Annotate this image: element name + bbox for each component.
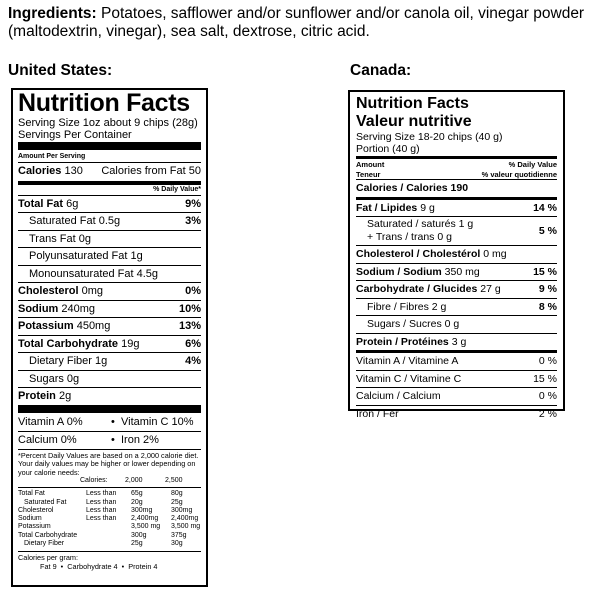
canada-nutrition-label [348, 90, 565, 420]
dv-footnote: *Percent Daily Values are based on a 2,000 calorie diet. Your daily values may be higher or lower depending on your calorie needs: [18, 450, 199, 477]
ca-vitamin-row: Iron / Fer 2 % [356, 405, 557, 423]
ca-saturated-row: Saturated / saturés 1 g + Trans / trans 0 g 5 % [356, 216, 557, 245]
ca-title-fr: Valeur nutritive [356, 113, 472, 130]
calories-row [18, 162, 201, 180]
vitamin-row: Vitamin A 0% • Vitamin C 10% [18, 416, 194, 428]
divider [18, 142, 201, 150]
nutrient-row: Monounsaturated Fat 4.5g [18, 265, 201, 283]
vitamin-row: Calcium 0% • Iron 2% [18, 431, 201, 449]
ca-vitamin-row: Vitamin A / Vitamine A 0 % [356, 350, 557, 370]
nutrient-row: Total Carbohydrate 19g 6% [18, 335, 201, 353]
calories-label: Calories [18, 165, 62, 178]
ingredients-list: Potatoes, safflower and/or sunflower and/or canola oil, vinegar powder (maltodextrin, vinegar), sea salt, dextrose, citric acid. [8, 5, 585, 40]
table-row: Sodium Less than 2,400mg 2,400mg [18, 515, 199, 523]
nutrient-row: Saturated Fat 0.5g 3% [18, 212, 201, 230]
calories-per-gram-values: Fat 9 • Carbohydrate 4 • Protein 4 [40, 561, 158, 571]
divider [18, 551, 201, 552]
us-title: Nutrition Facts [18, 89, 190, 117]
table-row: Potassium 3,500 mg 3,500 mg [18, 523, 201, 531]
ca-vitamin-row: Calcium / Calcium 0 % [356, 387, 557, 405]
nutrient-row: Protein 2g [18, 387, 201, 405]
us-nutrition-label [11, 88, 208, 587]
dv-table [18, 477, 201, 485]
ingredients-label: Ingredients: [8, 5, 97, 22]
table-row: Cholesterol Less than 300mg 300mg [18, 506, 193, 514]
ca-header: Amount Teneur % Daily Value % valeur quotidienne [356, 156, 557, 179]
ca-cholesterol-row: Cholesterol / Cholestérol 0 mg [356, 245, 557, 263]
nutrient-row: Potassium 450mg 13% [18, 317, 201, 335]
ca-sodium-row: Sodium / Sodium 350 mg 15 % [356, 263, 557, 281]
nutrient-row: Trans Fat 0g [18, 230, 201, 248]
nutrient-row: Dietary Fiber 1g 4% [18, 352, 201, 370]
divider [18, 487, 201, 488]
calories-per-gram: Calories per gram: [18, 552, 79, 562]
us-servings-per-container: Servings Per Container [18, 129, 132, 141]
ca-fat-row: Fat / Lipides 9 g 14 % [356, 197, 557, 217]
ca-fibre-row: Fibre / Fibres 2 g 8 % [356, 298, 557, 316]
nutrient-row: Sodium 240mg 10% [18, 300, 201, 318]
table-row: Total Carbohydrate 300g 375g [18, 531, 187, 539]
amount-per-serving: Amount Per Serving [18, 153, 86, 160]
ca-protein-row: Protein / Protéines 3 g [356, 333, 557, 351]
divider [18, 449, 201, 450]
ca-portion: Portion (40 g) [356, 143, 420, 155]
nutrient-row: Polyunsaturated Fat 1g [18, 247, 201, 265]
nutrient-row: Sugars 0g [18, 370, 201, 388]
ca-serving: Serving Size 18-20 chips (40 g) [356, 131, 503, 143]
us-serving-size: Serving Size 1oz about 9 chips (28g) [18, 117, 198, 129]
calories-value: 130 [64, 165, 83, 178]
us-heading: United States: [8, 62, 113, 79]
nutrient-row: Total Fat 6g 9% [18, 195, 201, 213]
table-row: Total Fat Less than 65g 80g [18, 490, 183, 498]
nutrient-row: Cholesterol 0mg 0% [18, 282, 201, 300]
ca-calories-row: Calories / Calories 190 [356, 179, 557, 197]
table-row: Saturated Fat Less than 20g 25g [24, 498, 183, 506]
table-row: Calories: 2,000 2,500 [80, 477, 183, 485]
canada-heading: Canada: [350, 62, 412, 79]
dv-table-body [18, 490, 201, 547]
calories-from-fat: Calories from Fat 50 [101, 165, 201, 178]
dv-header: % Daily Value* [153, 185, 201, 193]
ca-carb-row: Carbohydrate / Glucides 27 g 9 % [356, 280, 557, 298]
ca-sugars-row: Sugars / Sucres 0 g [356, 315, 557, 333]
ca-title-en: Nutrition Facts [356, 95, 469, 112]
divider [18, 405, 201, 413]
table-row: Dietary Fiber 25g 30g [24, 539, 183, 547]
ca-vitamin-row: Vitamin C / Vitamine C 15 % [356, 370, 557, 388]
ingredients-text [8, 5, 606, 41]
